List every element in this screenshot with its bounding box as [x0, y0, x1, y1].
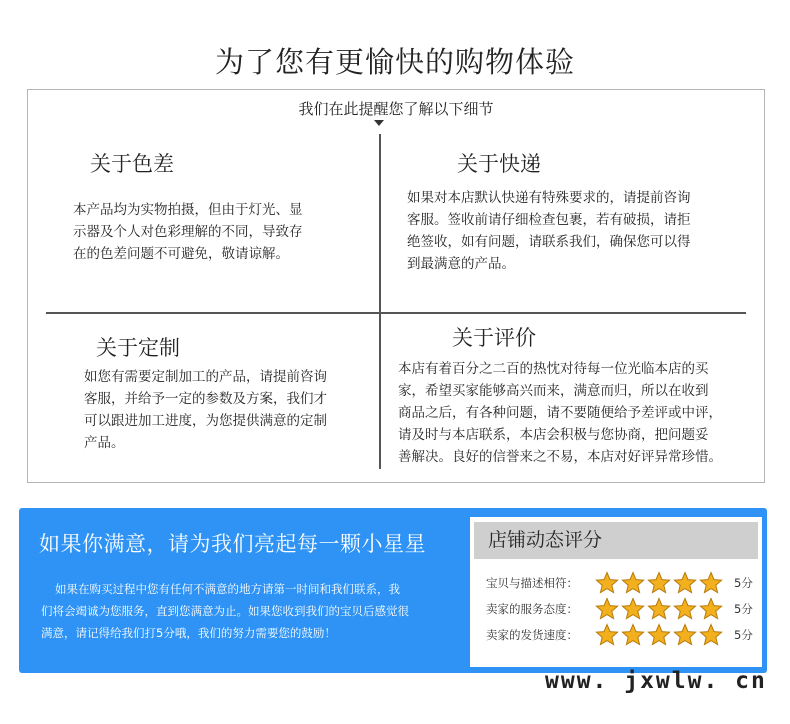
rating-row: [486, 623, 753, 647]
text-line: 满意，请记得给我们打5分哦，我们的努力需要您的鼓励！: [41, 626, 336, 640]
star-group: [594, 623, 724, 647]
star-icon: [698, 597, 724, 621]
star-group: [594, 571, 724, 595]
horizontal-divider: [46, 312, 746, 314]
rating-title: 店铺动态评分: [474, 522, 758, 559]
rating-score: 5分: [734, 602, 753, 616]
rating-label: 卖家的服务态度：: [486, 602, 578, 616]
text-line: 客服，并给予一定的参数及方案，我们才: [84, 391, 327, 407]
text-line: 如果对本店默认快递有特殊要求的，请提前咨询: [407, 190, 691, 206]
text-line: 如果在购买过程中您有任何不满意的地方请第一时间和我们联系，我: [55, 582, 400, 596]
section-body-color: [73, 199, 303, 265]
star-icon: [646, 597, 672, 621]
star-icon: [698, 571, 724, 595]
text-line: 客服。签收前请仔细检查包裹，若有破损，请拒: [407, 212, 691, 228]
star-icon: [620, 623, 646, 647]
vertical-divider: [379, 134, 381, 469]
watermark-url: www. jxwlw. cn: [545, 668, 767, 694]
rating-label: 宝贝与描述相符：: [486, 576, 578, 590]
banner-title: 如果你满意，请为我们亮起每一颗小星星: [39, 532, 426, 556]
text-line: 到最满意的产品。: [407, 256, 515, 272]
text-line: 如您有需要定制加工的产品，请提前咨询: [84, 369, 327, 385]
notice-box: [27, 89, 765, 483]
section-heading-delivery: 关于快递: [457, 152, 541, 176]
star-icon: [672, 597, 698, 621]
notice-subtitle: 我们在此提醒您了解以下细节: [298, 100, 494, 118]
rating-score: 5分: [734, 576, 753, 590]
text-line: 家，希望买家能够高兴而来，满意而归，所以在收到: [398, 383, 709, 399]
text-line: 在的色差问题不可避免，敬请谅解。: [73, 246, 289, 262]
star-icon: [594, 571, 620, 595]
star-icon: [672, 623, 698, 647]
text-line: 产品。: [84, 435, 125, 451]
text-line: 请及时与本店联系，本店会积极与您协商，把问题妥: [398, 427, 709, 443]
rating-label: 卖家的发货速度：: [486, 628, 578, 642]
text-line: 绝签收，如有问题，请联系我们，确保您可以得: [407, 234, 691, 250]
star-icon: [594, 623, 620, 647]
section-body-custom: [84, 366, 327, 454]
star-icon: [672, 571, 698, 595]
shop-rating-card: [470, 517, 762, 667]
down-arrow-icon: [374, 120, 384, 126]
text-line: 本产品均为实物拍摄，但由于灯光、显: [73, 202, 303, 218]
rating-row: [486, 597, 753, 621]
text-line: 商品之后，有各种问题，请不要随便给予差评或中评，: [398, 405, 722, 421]
section-heading-color: 关于色差: [90, 152, 174, 176]
banner-text: [41, 578, 459, 644]
page-title: 为了您有更愉快的购物体验: [214, 45, 575, 79]
section-heading-custom: 关于定制: [96, 336, 180, 360]
text-line: 善解决。良好的信誉来之不易，本店对好评异常珍惜。: [398, 449, 722, 465]
star-group: [594, 597, 724, 621]
star-icon: [620, 597, 646, 621]
section-body-delivery: [407, 187, 691, 275]
text-line: 们将会竭诚为您服务，直到您满意为止。如果您收到我们的宝贝后感觉很: [41, 604, 409, 618]
text-line: 本店有着百分之二百的热忱对待每一位光临本店的买: [398, 361, 709, 377]
star-icon: [620, 571, 646, 595]
rating-score: 5分: [734, 628, 753, 642]
star-icon: [698, 623, 724, 647]
section-heading-review: 关于评价: [452, 326, 536, 350]
star-icon: [646, 623, 672, 647]
section-body-review: [398, 358, 722, 468]
star-icon: [594, 597, 620, 621]
text-line: 示器及个人对色彩理解的不同，导致存: [73, 224, 303, 240]
text-line: 可以跟进加工进度，为您提供满意的定制: [84, 413, 327, 429]
star-icon: [646, 571, 672, 595]
rating-row: [486, 571, 753, 595]
